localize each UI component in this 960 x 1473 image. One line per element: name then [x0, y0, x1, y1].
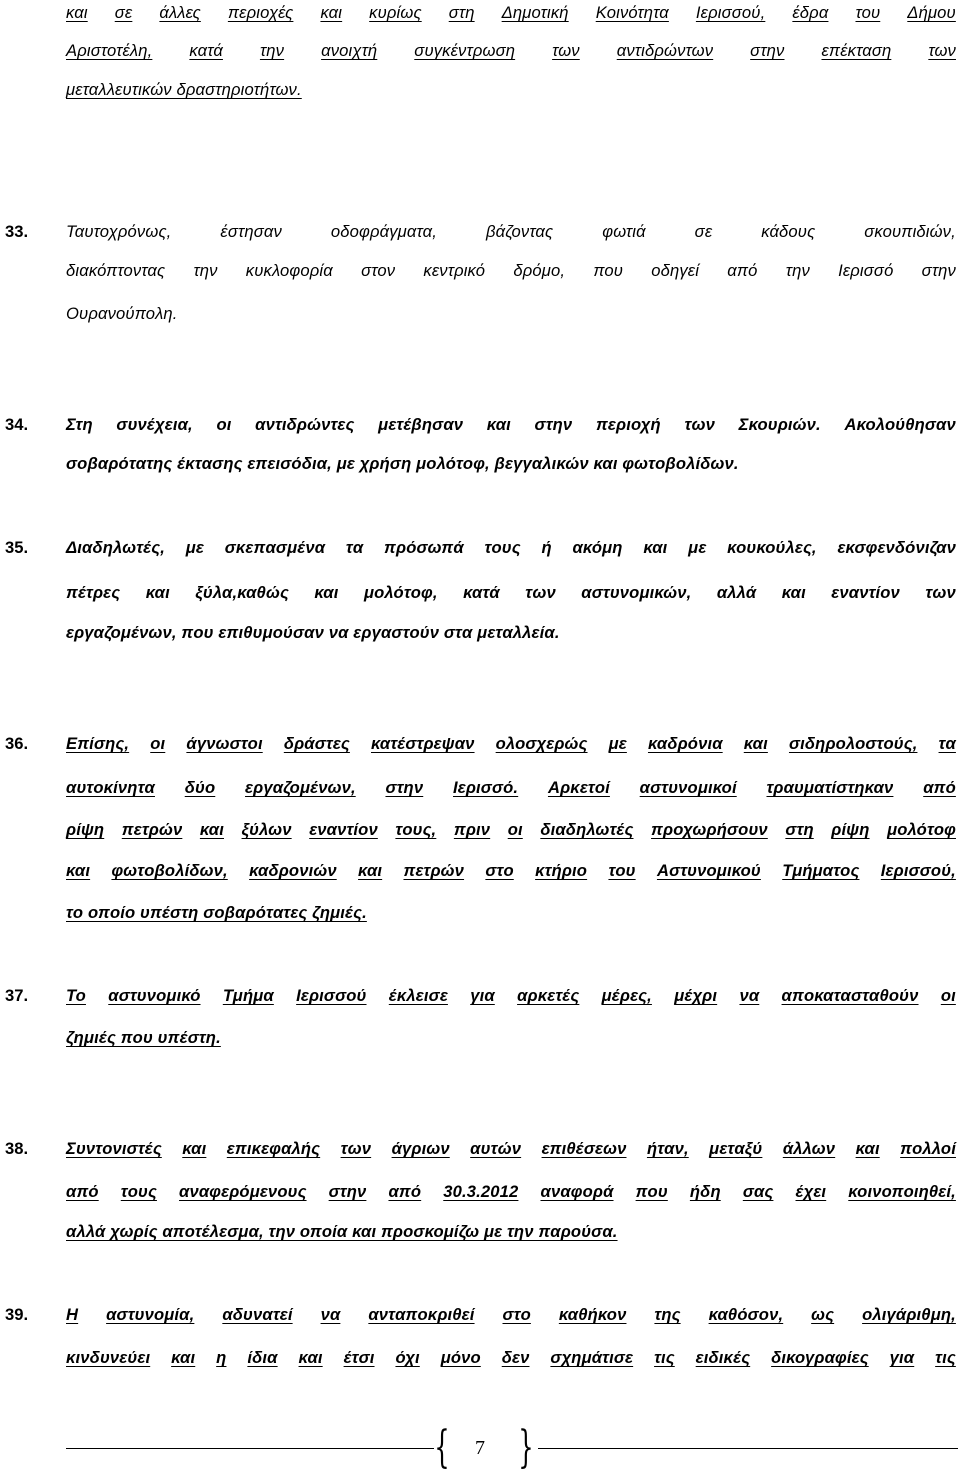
word: κατέστρεψαν: [371, 734, 475, 753]
intro-line-3: [66, 77, 956, 103]
word: δύο: [184, 778, 216, 797]
p38-line-3: [66, 1219, 956, 1245]
word: αστυνομικοί: [639, 778, 737, 797]
word: που: [593, 261, 624, 280]
word: εναντίον: [831, 583, 900, 602]
word: καθόσον,: [708, 1305, 784, 1324]
word: αστυνομικών,: [581, 583, 692, 602]
word: να: [320, 1305, 341, 1324]
word: και: [486, 415, 511, 434]
word: πολλοί: [900, 1139, 956, 1158]
word: ήταν,: [646, 1139, 689, 1158]
word: και: [66, 861, 91, 880]
footer-rule-left: [66, 1448, 434, 1449]
paragraph-number-39: 39.: [5, 1305, 29, 1324]
word: 30.3.2012: [443, 1182, 519, 1201]
word: την: [785, 261, 810, 280]
word: Διαδηλωτές,: [66, 538, 165, 557]
p34-text: σοβαρότατης έκτασης επεισόδια, με χρήση μολότοφ, βεγγαλικών και φωτοβολίδων.: [66, 454, 739, 473]
word: σε: [114, 3, 133, 22]
paragraph-number-37: 37.: [5, 986, 29, 1005]
paragraph-number-35: 35.: [5, 538, 29, 557]
word: ξύλα,καθώς: [195, 583, 289, 602]
p36-line-4: [66, 858, 956, 884]
word: ως: [811, 1305, 835, 1324]
word: Σκουριών.: [738, 415, 821, 434]
page-number: 7: [475, 1437, 485, 1459]
word: αδυνατεί: [222, 1305, 293, 1324]
word: άγριων: [391, 1139, 450, 1158]
word: στην: [385, 778, 424, 797]
word: κατά: [189, 41, 223, 60]
word: στη: [785, 820, 814, 839]
word: αρκετές: [517, 986, 580, 1005]
word: τα: [938, 734, 956, 753]
p38-text: αλλά χωρίς αποτέλεσμα, την οποία και προσκομίζω με την παρούσα.: [66, 1222, 618, 1241]
word: άλλες: [159, 3, 201, 22]
word: Επίσης,: [66, 734, 130, 753]
p36-line-2: [66, 775, 956, 801]
word: με: [185, 538, 204, 557]
word: και: [320, 3, 343, 22]
word: δρόμο,: [513, 261, 566, 280]
word: των: [925, 583, 956, 602]
word: αναφορά: [540, 1182, 614, 1201]
p35-line-3: [66, 620, 956, 646]
p35-line-1: [66, 535, 956, 561]
word: από: [66, 1182, 99, 1201]
word: των: [552, 41, 580, 60]
p37-line-1: [66, 983, 956, 1009]
p33-line-3: [66, 301, 956, 327]
p35-text: εργαζομένων, που επιθυμούσαν να εργαστούν στα μεταλλεία.: [66, 623, 560, 642]
word: ίδια: [247, 1348, 278, 1367]
word: τις: [654, 1348, 675, 1367]
p34-line-2: [66, 451, 956, 477]
word: πρόσωπά: [384, 538, 464, 557]
paragraph-number-33: 33.: [5, 222, 29, 241]
word: ξύλων: [241, 820, 292, 839]
word: οι: [150, 734, 166, 753]
word: στην: [750, 41, 785, 60]
word: και: [171, 1348, 196, 1367]
p36-line-1: [66, 731, 956, 757]
word: Τμήματος: [782, 861, 860, 880]
p37-line-2: [66, 1025, 956, 1051]
p33-text: Ουρανούπολη.: [66, 304, 178, 323]
word: μέρες,: [601, 986, 652, 1005]
p38-line-1: [66, 1136, 956, 1162]
word: Η: [66, 1305, 79, 1324]
word: ρίψη: [831, 820, 870, 839]
word: Ιερισσό: [838, 261, 894, 280]
word: επέκταση: [821, 41, 892, 60]
word: στον: [361, 261, 396, 280]
word: έδρα: [792, 3, 829, 22]
word: ολιγάριθμη,: [862, 1305, 956, 1324]
footer-left-brace: {: [434, 1422, 450, 1473]
word: επικεφαλής: [226, 1139, 321, 1158]
word: σιδηρολοστούς,: [788, 734, 918, 753]
word: δεν: [501, 1348, 530, 1367]
word: αντιδρώντες: [255, 415, 355, 434]
word: και: [314, 583, 339, 602]
word: σχημάτισε: [550, 1348, 634, 1367]
word: με: [688, 538, 707, 557]
word: και: [743, 734, 768, 753]
word: εργαζομένων,: [245, 778, 356, 797]
word: Ιερισσό.: [453, 778, 519, 797]
word: Ιερισσού,: [880, 861, 956, 880]
word: όχι: [395, 1348, 420, 1367]
word: άλλων: [782, 1139, 836, 1158]
word: ήδη: [689, 1182, 721, 1201]
word: στην: [534, 415, 573, 434]
paragraph-number-38: 38.: [5, 1139, 29, 1158]
word: φωτιά: [602, 222, 646, 241]
word: Στη: [66, 415, 93, 434]
word: από: [727, 261, 758, 280]
p36-line-5: [66, 900, 956, 926]
word: βάζοντας: [485, 222, 554, 241]
p36-text: το οποίο υπέστη σοβαρότατες ζημιές.: [66, 903, 367, 922]
word: του: [608, 861, 636, 880]
word: Αστυνομικού: [656, 861, 761, 880]
word: μολότοφ: [887, 820, 956, 839]
word: στην: [921, 261, 956, 280]
word: να: [739, 986, 760, 1005]
word: του: [855, 3, 881, 22]
word: στη: [448, 3, 475, 22]
word: την: [193, 261, 218, 280]
word: ρίψη: [66, 820, 105, 839]
word: κοινοποιηθεί,: [848, 1182, 956, 1201]
word: συγκέντρωση: [414, 41, 516, 60]
word: Δήμου: [907, 3, 956, 22]
word: Το: [66, 986, 86, 1005]
word: εναντίον: [309, 820, 378, 839]
word: μετέβησαν: [378, 415, 464, 434]
word: πριν: [453, 820, 491, 839]
p38-line-2: [66, 1179, 956, 1205]
word: Ταυτοχρόνως,: [66, 222, 172, 241]
word: ακόμη: [572, 538, 623, 557]
word: των: [525, 583, 556, 602]
word: αυτών: [470, 1139, 522, 1158]
word: για: [470, 986, 495, 1005]
word: Συντονιστές: [66, 1139, 162, 1158]
word: στο: [485, 861, 514, 880]
word: διαδηλωτές: [540, 820, 634, 839]
p33-line-1: [66, 219, 956, 245]
word: αποκατασταθούν: [781, 986, 919, 1005]
word: κουκούλες,: [727, 538, 817, 557]
word: που: [635, 1182, 668, 1201]
word: Αριστοτέλη,: [66, 41, 153, 60]
word: κάδους: [761, 222, 816, 241]
word: μέχρι: [674, 986, 718, 1005]
word: άγνωστοι: [186, 734, 263, 753]
word: αυτοκίνητα: [66, 778, 155, 797]
word: από: [388, 1182, 422, 1201]
word: κατά: [463, 583, 500, 602]
word: ολοσχερώς: [495, 734, 588, 753]
word: τους: [484, 538, 521, 557]
intro-line-2: [66, 38, 956, 64]
word: περιοχές: [227, 3, 294, 22]
word: μόνο: [440, 1348, 481, 1367]
word: των: [684, 415, 715, 434]
word: των: [340, 1139, 372, 1158]
word: κυκλοφορία: [245, 261, 333, 280]
word: τραυματίστηκαν: [766, 778, 894, 797]
word: Αρκετοί: [547, 778, 610, 797]
p33-line-2: [66, 258, 956, 284]
word: τα: [345, 538, 364, 557]
word: έστησαν: [220, 222, 282, 241]
word: ειδικές: [695, 1348, 751, 1367]
word: Ακολούθησαν: [844, 415, 956, 434]
word: και: [66, 3, 88, 22]
word: Ιερισσού: [296, 986, 367, 1005]
footer-rule-right: [538, 1448, 958, 1449]
word: από: [923, 778, 956, 797]
word: πετρών: [403, 861, 465, 880]
word: Δημοτική: [501, 3, 569, 22]
word: οι: [940, 986, 956, 1005]
footer-right-brace: }: [518, 1422, 534, 1473]
word: με: [608, 734, 627, 753]
word: Ιερισσού,: [695, 3, 766, 22]
word: οδηγεί: [651, 261, 700, 280]
word: στην: [328, 1182, 367, 1201]
word: οι: [216, 415, 232, 434]
word: προχωρήσουν: [651, 820, 768, 839]
word: επιθέσεων: [541, 1139, 627, 1158]
word: σκεπασμένα: [224, 538, 326, 557]
word: της: [654, 1305, 681, 1324]
word: αντιδρώντων: [616, 41, 714, 60]
word: κτήριο: [535, 861, 588, 880]
word: για: [889, 1348, 915, 1367]
word: συνέχεια,: [116, 415, 193, 434]
word: σε: [694, 222, 713, 241]
word: ανταποκριθεί: [368, 1305, 475, 1324]
word: η: [216, 1348, 227, 1367]
word: εκσφενδόνιζαν: [837, 538, 956, 557]
word: καδρόνια: [647, 734, 723, 753]
word: ή: [541, 538, 552, 557]
word: στο: [502, 1305, 531, 1324]
word: και: [182, 1139, 207, 1158]
word: σας: [742, 1182, 774, 1201]
word: καθήκον: [558, 1305, 627, 1324]
word: σκουπιδιών,: [864, 222, 956, 241]
word: των: [928, 41, 956, 60]
word: και: [358, 861, 383, 880]
p39-line-1: [66, 1302, 956, 1328]
word: ανοιχτή: [321, 41, 378, 60]
p36-line-3: [66, 817, 956, 843]
word: τις: [935, 1348, 956, 1367]
word: κεντρικό: [423, 261, 486, 280]
word: μεταξύ: [709, 1139, 763, 1158]
word: κινδυνεύει: [66, 1348, 151, 1367]
word: και: [145, 583, 170, 602]
word: και: [781, 583, 806, 602]
word: αναφερόμενους: [179, 1182, 307, 1201]
word: και: [199, 820, 224, 839]
p37-text: ζημιές που υπέστη.: [66, 1028, 221, 1047]
word: Τμήμα: [222, 986, 274, 1005]
word: και: [643, 538, 668, 557]
word: πέτρες: [66, 583, 121, 602]
word: αστυνομία,: [106, 1305, 195, 1324]
word: δικογραφίες: [771, 1348, 869, 1367]
word: έχει: [795, 1182, 827, 1201]
word: αστυνομικό: [108, 986, 201, 1005]
word: μολότοφ,: [363, 583, 438, 602]
word: περιοχή: [595, 415, 661, 434]
word: την: [259, 41, 285, 60]
word: αλλά: [716, 583, 757, 602]
word: τους,: [395, 820, 437, 839]
word: οι: [507, 820, 523, 839]
word: οδοφράγματα,: [330, 222, 438, 241]
word: φωτοβολίδων,: [111, 861, 228, 880]
word: κυρίως: [369, 3, 422, 22]
p35-line-2: [66, 580, 956, 606]
word: έτσι: [343, 1348, 375, 1367]
word: Κοινότητα: [595, 3, 669, 22]
word: και: [855, 1139, 880, 1158]
intro-text: μεταλλευτικών δραστηριοτήτων.: [66, 80, 302, 99]
word: διακόπτοντας: [66, 261, 166, 280]
word: και: [298, 1348, 323, 1367]
word: δράστες: [283, 734, 350, 753]
paragraph-number-36: 36.: [5, 734, 29, 753]
p34-line-1: [66, 412, 956, 438]
word: τους: [120, 1182, 157, 1201]
paragraph-number-34: 34.: [5, 415, 29, 434]
word: έκλεισε: [388, 986, 448, 1005]
p39-line-2: [66, 1345, 956, 1371]
intro-line-1: [66, 0, 956, 26]
word: πετρών: [121, 820, 183, 839]
word: καδρονιών: [249, 861, 337, 880]
